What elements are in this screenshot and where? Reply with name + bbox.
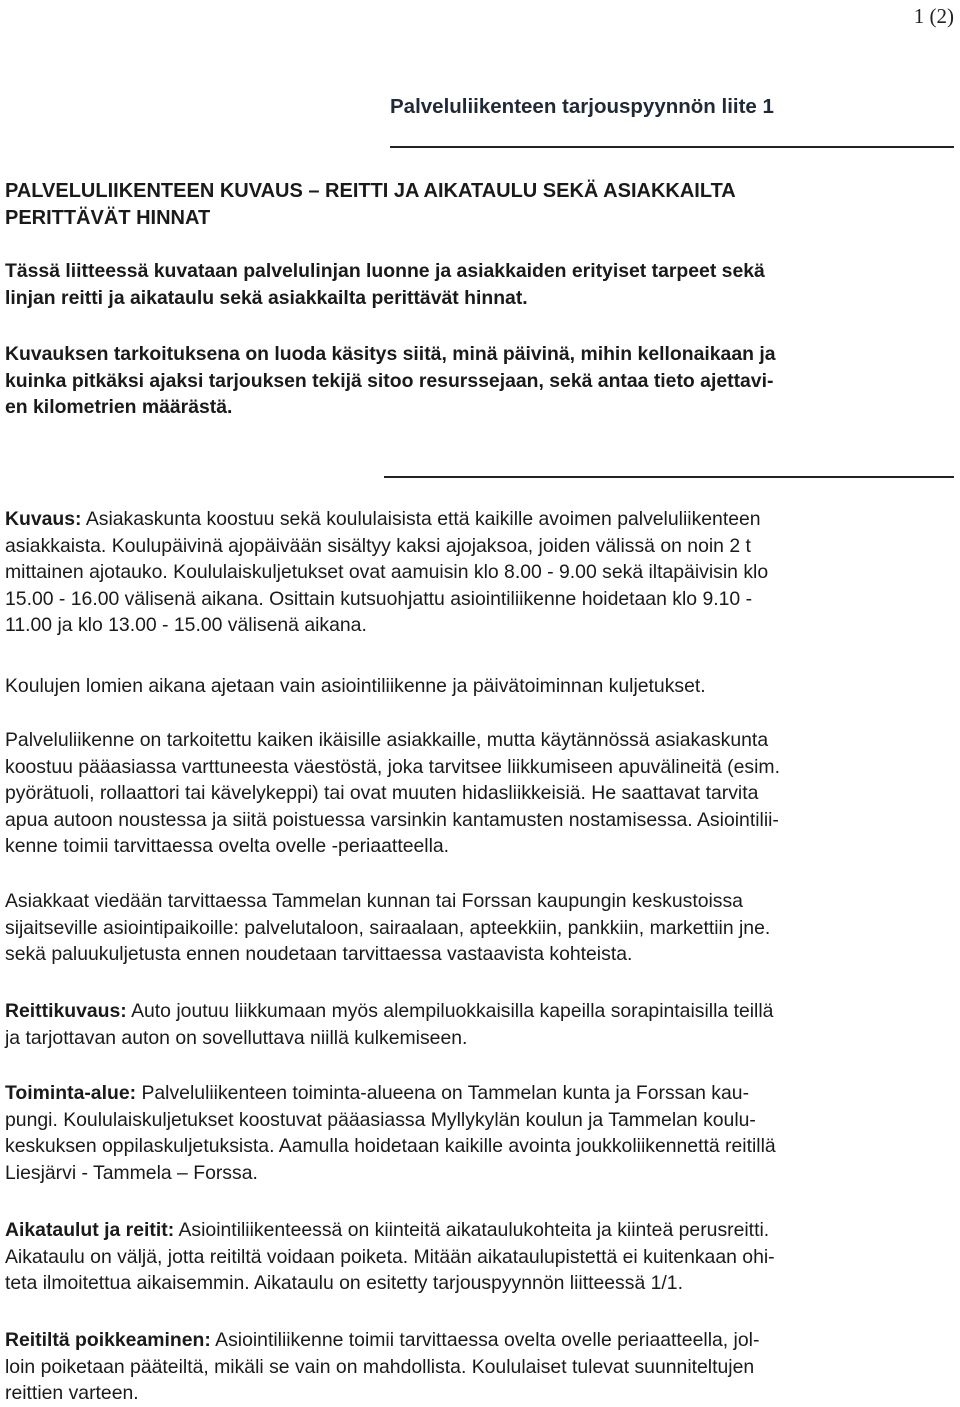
- intro-paragraph: [5, 258, 955, 311]
- route-deviation-line: loin poiketaan pääteiltä, mikäli se vain on mahdollista. Koululaiset tulevat suunniteltujen: [5, 1355, 755, 1378]
- route-description-line: ja tarjottavan auton on sovelluttava niillä kulkemiseen.: [5, 1026, 468, 1049]
- customers-line: apua autoon noustessa ja siitä poistuessa varsinkin kantamusten nostamisessa. Asiointilii-: [5, 808, 779, 831]
- description-line: 15.00 - 16.00 välisenä aikana. Osittain kutsuohjattu asiointiliikenne hoidetaan klo 9.10 -: [5, 587, 753, 610]
- route-deviation-paragraph: [5, 1327, 955, 1407]
- operating-area-label: Toiminta-alue:: [5, 1082, 137, 1104]
- destinations-line: Asiakkaat viedään tarvittaessa Tammelan kunnan tai Forssan kaupungin keskustoissa: [5, 890, 743, 912]
- route-deviation-line: reittien varteen.: [5, 1382, 139, 1404]
- purpose-line: kuinka pitkäksi ajaksi tarjouksen tekijä sitoo resurssejaan, sekä antaa tieto ajettavi-: [5, 369, 774, 392]
- route-description-label: Reittikuvaus:: [5, 1000, 127, 1022]
- route-deviation-line: Reitiltä poikkeaminen: Asiointiliikenne toimii tarvittaessa ovelta ovelle periaatteella, jol-: [5, 1329, 760, 1351]
- intro-line: Tässä liitteessä kuvataan palvelulinjan luonne ja asiakkaiden erityiset tarpeet sekä: [5, 260, 765, 282]
- main-heading: [5, 178, 955, 232]
- purpose-line: en kilometrien määrästä.: [5, 396, 233, 418]
- route-description-line: Reittikuvaus: Auto joutuu liikkumaan myös alempiluokkaisilla kapeilla sorapintaisilla teillä: [5, 1000, 774, 1022]
- destinations-paragraph: [5, 888, 955, 968]
- route-deviation-label: Reitiltä poikkeaminen:: [5, 1329, 211, 1351]
- operating-area-line: Toiminta-alue: Palveluliikenteen toiminta-alueena on Tammelan kunta ja Forssan kau-: [5, 1082, 750, 1104]
- page-number: 1 (2): [913, 4, 954, 28]
- operating-area-line: Liesjärvi - Tammela – Forssa.: [5, 1161, 258, 1184]
- description-label: Kuvaus:: [5, 508, 82, 530]
- section-divider: [384, 476, 954, 478]
- description-line: Kuvaus: Asiakaskunta koostuu sekä koululaisista että kaikille avoimen palveluliikenteen: [5, 508, 761, 530]
- intro-line: linjan reitti ja aikataulu sekä asiakkailta perittävät hinnat.: [5, 286, 528, 309]
- customers-line: koostuu pääasiassa varttuneesta väestöstä, joka tarvitsee liikkumiseen apuvälineitä (esim.: [5, 755, 780, 778]
- schedules-routes-line: teta ilmoitettua aikaisemmin. Aikataulu on esitetty tarjouspyynnön liitteessä 1/1.: [5, 1272, 683, 1294]
- operating-area-line: pungi. Koululaiskuljetukset koostuvat pääasiassa Myllykylän koulun ja Tammelan koulu-: [5, 1108, 756, 1131]
- description-line: asiakkaista. Koulupäivinä ajopäivään sisältyy kaksi ajojaksoa, joiden välissä on noin 2 t: [5, 534, 751, 557]
- schedules-routes-line: Aikataulu on väljä, jotta reitiltä voidaan poiketa. Mitään aikataulupistettä ei kuitenkaan ohi-: [5, 1245, 775, 1268]
- destinations-line: sekä paluukuljetusta ennen noudetaan tarvittaessa vastaavista kohteista.: [5, 943, 633, 965]
- customers-paragraph: [5, 727, 955, 860]
- description-paragraph: [5, 506, 955, 639]
- holidays-line: Koulujen lomien aikana ajetaan vain asiointiliikenne ja päivätoiminnan kuljetukset.: [5, 675, 706, 697]
- schedules-routes-paragraph: [5, 1217, 955, 1297]
- description-line: mittainen ajotauko. Koululaiskuljetukset ovat aamuisin klo 8.00 - 9.00 sekä iltapäivisin klo: [5, 561, 769, 583]
- holidays-paragraph: [5, 673, 955, 700]
- title-divider: [390, 146, 954, 148]
- operating-area-paragraph: [5, 1080, 955, 1186]
- purpose-paragraph: [5, 341, 955, 421]
- schedules-routes-line: Aikataulut ja reitit: Asiointiliikenteessä on kiinteitä aikataulukohteita ja kiinteä perusreitti.: [5, 1219, 770, 1241]
- customers-line: Palveluliikenne on tarkoitettu kaiken ikäisille asiakkaille, mutta käytännössä asiakaskunta: [5, 729, 769, 751]
- route-description-paragraph: [5, 998, 955, 1051]
- purpose-line: Kuvauksen tarkoituksena on luoda käsitys siitä, minä päivinä, mihin kellonaikaan ja: [5, 343, 776, 365]
- schedules-routes-label: Aikataulut ja reitit:: [5, 1219, 175, 1241]
- destinations-line: sijaitseville asiointipaikoille: palvelutaloon, sairaalaan, apteekkiin, pankkiin, markettiin jne.: [5, 916, 771, 939]
- appendix-title: Palveluliikenteen tarjouspyynnön liite 1: [390, 95, 774, 118]
- operating-area-line: keskuksen oppilaskuljetuksista. Aamulla hoidetaan kaikille avointa joukkoliikennettä reitillä: [5, 1135, 776, 1157]
- main-heading-line: PALVELULIIKENTEEN KUVAUS – REITTI JA AIKATAULU SEKÄ ASIAKKAILTA: [5, 180, 736, 202]
- customers-line: kenne toimii tarvittaessa ovelta ovelle -periaatteella.: [5, 835, 450, 857]
- customers-line: pyörätuoli, rollaattori tai kävelykeppi) tai ovat muuten hidasliikkeisiä. He saattavat tarvita: [5, 782, 759, 804]
- description-line: 11.00 ja klo 13.00 - 15.00 välisenä aikana.: [5, 614, 367, 636]
- main-heading-line: PERITTÄVÄT HINNAT: [5, 207, 211, 229]
